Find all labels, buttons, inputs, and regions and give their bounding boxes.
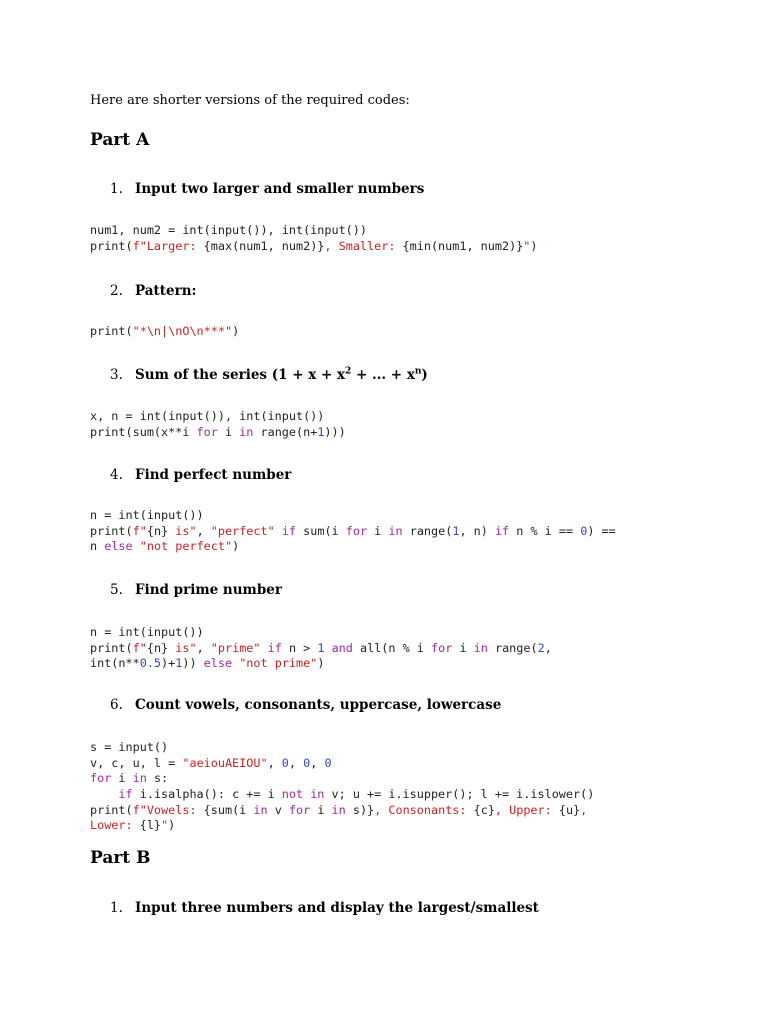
code-token [133,539,140,553]
part-a-item-4 [110,467,291,483]
code-token: , Smaller: [324,238,403,253]
code-token: for [288,802,311,817]
item-number: 1. [110,900,123,916]
code-token: , [580,802,588,817]
code-token: print( [90,640,133,655]
code-token: ))) [324,424,346,439]
code-block-6 [90,740,594,834]
code-token: "prime" [210,640,261,655]
code-token: i [310,802,332,817]
code-line [90,818,594,834]
code-token: and [331,640,353,655]
code-line [90,524,616,540]
code-token: print(sum(x**i [90,424,197,439]
code-token: for [90,771,112,786]
code-token: "not perfect" [139,539,233,554]
code-token: f" [132,523,147,538]
code-token: v, c, u, l = [90,755,183,770]
code-token: s = input() [90,740,169,754]
code-token: if [118,787,133,802]
code-token: 0 [324,755,332,770]
part-a-item-1 [110,181,424,197]
item-label: Input two larger and smaller numbers [135,181,425,197]
code-token [275,524,282,538]
code-block-2 [90,324,239,340]
code-line [90,756,594,772]
code-token: i [111,771,133,786]
code-token: " [523,238,531,253]
item-label: Find perfect number [135,467,292,483]
code-token: , [196,640,211,655]
code-token: in [132,771,147,786]
code-token: 1 [452,523,460,538]
code-token: {n} [146,523,169,538]
code-token: 1 [317,424,325,439]
code-token: Lower: [90,818,140,833]
code-token: , Upper: [494,802,559,817]
code-block-3 [90,409,346,440]
code-token: , n) [459,523,495,538]
code-token: print( [90,238,133,253]
code-token: else [104,539,133,554]
code-token: "aeiouAEIOU" [182,755,268,770]
code-token: v [267,802,289,817]
code-token: for [431,640,453,655]
code-line [90,803,594,819]
code-token: "not prime" [239,656,318,671]
code-token: num1, num2 = int(input()), int(input()) [90,223,367,237]
code-token: is" [168,523,197,538]
code-block-1 [90,223,538,254]
code-token: 0 [303,755,311,770]
code-line [90,641,552,657]
code-token: not in [281,787,325,802]
part-a-item-5 [110,582,282,598]
code-token: , Consonants: [374,802,474,817]
code-token: f"Larger: [132,238,204,253]
code-token: n = int(input()) [90,625,204,639]
code-token: f"Vowels: [132,802,204,817]
code-token: 1 [317,640,325,655]
code-token: i [452,640,474,655]
code-line [90,656,552,672]
code-token: )) [182,656,197,671]
part-a-item-2 [110,283,197,299]
code-token: print( [90,802,133,817]
item-number: 3. [110,366,123,383]
code-token: i.isalpha(): c += i [132,787,282,802]
code-token: )+ [161,656,176,671]
code-token: "*\n|\nO\n***" [132,324,233,338]
code-token: is" [168,640,197,655]
part-a-item-6 [110,697,501,713]
code-token: range( [402,523,453,538]
code-token: "perfect" [210,523,275,538]
code-token: n = int(input()) [90,508,204,522]
item-label: Sum of the series ($1 + x + x^2$ + ... + $x^n$) [135,366,428,383]
code-block-4 [90,508,616,555]
code-token: " [161,818,169,833]
code-token: n > [281,640,318,655]
item-label: Pattern: [135,283,197,299]
code-line [90,508,616,524]
code-token: , [310,755,325,770]
code-token: 1 [175,656,183,671]
code-token: {min(num1, num2)} [402,238,524,253]
item-number: 1. [110,181,123,197]
code-token: print( [90,523,133,538]
part-b-item-1 [110,900,539,916]
code-line [90,425,346,441]
code-token: print( [90,324,133,338]
code-token: ) [530,238,538,253]
code-token: 0 [580,523,588,538]
code-token: ) [168,818,176,833]
code-line [90,539,616,555]
code-token: in [473,640,488,655]
code-line [90,223,538,239]
code-line [90,787,594,803]
code-token: in [239,424,254,439]
code-token: s)} [345,802,375,817]
code-line [90,625,552,641]
code-token: , [544,640,552,655]
code-token: if [267,640,282,655]
item-label: Input three numbers and display the largest/smallest [135,900,539,916]
code-token: 2 [537,640,545,655]
code-token: {max(num1, num2)} [203,238,325,253]
code-token: {sum(i [203,802,254,817]
code-token: 0 [281,755,289,770]
code-token [261,641,268,655]
code-token: int(n** [90,656,140,671]
code-token: in [253,802,268,817]
code-token: range(n+ [253,424,318,439]
code-token: , [196,523,211,538]
code-line [90,324,239,340]
code-token: sum(i [296,523,346,538]
code-token: s: [146,771,169,786]
code-token: f" [132,640,147,655]
code-token: {n} [146,640,169,655]
code-token: 0.5 [139,656,162,671]
item-number: 6. [110,697,123,713]
code-token: if [494,523,510,538]
code-token: ) == [587,523,616,538]
code-line [90,771,594,787]
code-token: else [196,656,233,671]
code-token: v; u += i.isupper(); l += i.islower() [324,787,595,802]
code-token: {u} [558,802,581,817]
code-line [90,409,346,425]
item-number: 4. [110,467,123,483]
part-b-title: Part B [90,848,151,868]
code-token: ) [317,656,325,671]
item-number: 2. [110,283,123,299]
code-token: for [345,523,368,538]
code-token: i [217,424,240,439]
item-label: Find prime number [135,582,282,598]
code-token: in [331,802,346,817]
part-a-title: Part A [90,130,150,150]
part-a-item-3 [110,366,428,383]
code-block-5 [90,625,552,672]
code-token [90,787,118,801]
code-token: {l} [139,818,162,833]
code-token: range( [487,640,538,655]
intro-text: Here are shorter versions of the required codes: [90,93,410,108]
code-token [324,641,331,655]
code-token: i [367,523,389,538]
code-token: , [267,755,282,770]
code-line [90,239,538,255]
item-label: Count vowels, consonants, uppercase, lowercase [135,697,502,713]
item-number: 5. [110,582,123,598]
code-token: {c} [473,802,495,817]
code-token: ) [232,539,240,554]
code-token: n [90,539,105,554]
code-token: , [288,755,304,770]
code-token: x, n = int(input()), int(input()) [90,409,325,423]
code-token: if [281,523,297,538]
code-token: in [388,523,403,538]
code-token: all(n % i [352,640,432,655]
code-token: for [196,424,218,439]
code-line [90,740,594,756]
code-token: n % i == [509,523,581,538]
code-token: ) [232,324,240,338]
